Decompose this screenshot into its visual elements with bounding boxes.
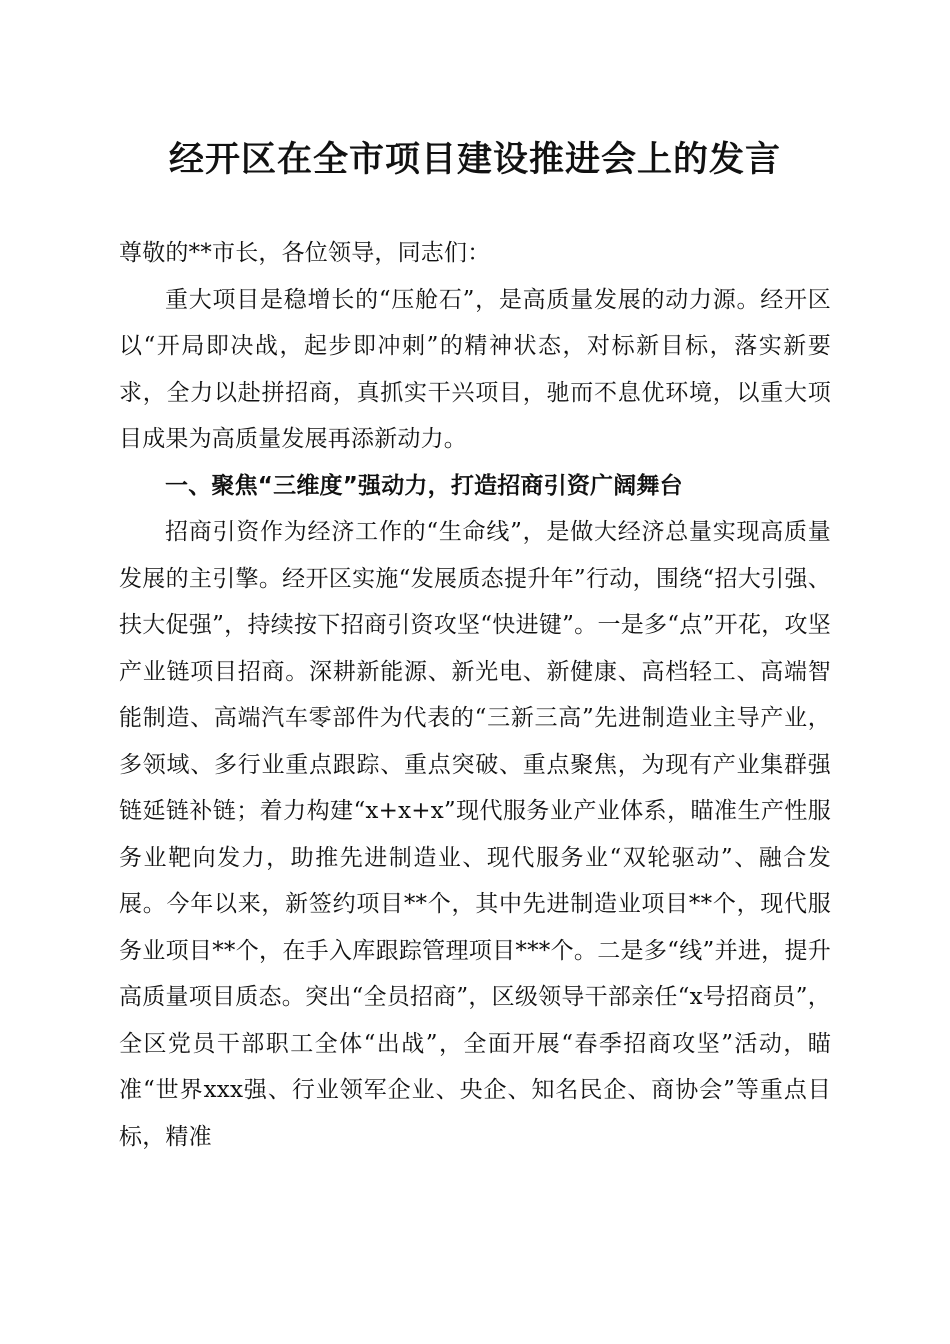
document-title: 经开区在全市项目建设推进会上的发言 [168, 139, 781, 180]
document-body [119, 230, 831, 1160]
intro-paragraph: 重大项目是稳增长的“压舱石”，是高质量发展的动力源。经开区以“开局即决战，起步即冲刺”的精神状态，对标新目标，落实新要求，全力以赴拼招商，真抓实干兴项目，驰而不息优环境，以重大项目成果为高质量发展再添新动力。 [119, 286, 831, 452]
greeting-line: 尊敬的**市长，各位领导，同志们： [119, 240, 491, 266]
section-heading: 一、聚焦“三维度”强动力，打造招商引资广阔舞台 [165, 472, 683, 499]
section-paragraph: 招商引资作为经济工作的“生命线”，是做大经济总量实现高质量发展的主引擎。经开区实施“发展质态提升年”行动，围绕“招大引强、扶大促强”，持续按下招商引资攻坚“快进键”。一是多“点”开花，攻坚产业链项目招商。深耕新能源、新光电、新健康、高档轻工、高端智能制造、高端汽车零部件为代表的“三新三高”先进制造业主导产业，多领域、多行业重点跟踪、重点突破、重点聚焦，为现有产业集群强链延链补链；着力构建“x+x+x”现代服务业产业体系，瞄准生产性服务业靶向发力，助推先进制造业、现代服务业“双轮驱动”、融合发展。今年以来，新签约项目**个，其中先进制造业项目**个，现代服务业项目**个，在手入库跟踪管理项目***个。二是多“线”并进，提升高质量项目质态。突出“全员招商”，区级领导干部亲任“x号招商员”，全区党员干部职工全体“出战”，全面开展“春季招商攻坚”活动，瞄准“世界xxx强、行业领军企业、央企、知名民企、商协会”等重点目标，精准 [119, 519, 831, 1150]
